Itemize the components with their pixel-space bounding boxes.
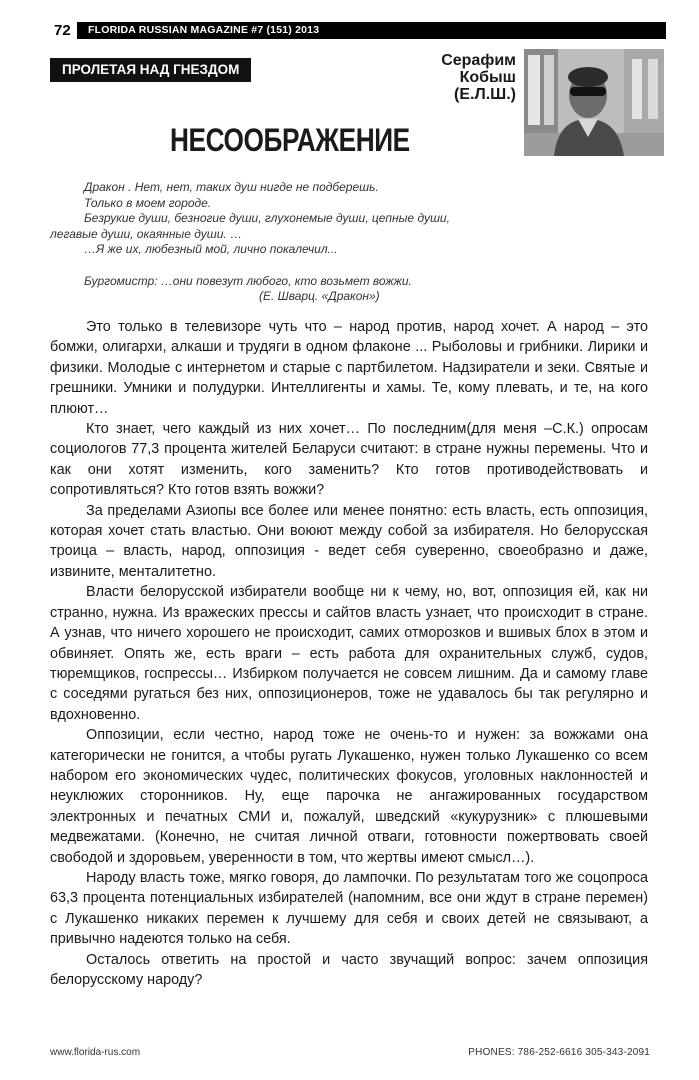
epigraph [50, 180, 650, 305]
epigraph-line: легавые души, окаянные души. … [50, 226, 243, 241]
author-photo-image [524, 49, 664, 156]
article-body [50, 317, 648, 990]
article-paragraph: Народу власть тоже, мягко говоря, до лампочки. По результатам того же соцопроса 63,3 процента потенциальных избирателей (напомним, все они ждут в стране перемен) с Лукашенко никаких перемен к лучшему для себя и своих детей не связывают, а привычно надеются только на себя. [50, 869, 648, 948]
article-paragraph: За пределами Азиопы все более или менее понятно: есть власть, есть оппозиция, которая хочет стать властью. Они воюют между собой за избирателя. Но белорусская троица – власть, народ, оппозиция - ведет себя суверенно, своеобразно и даже, извините, менталитетно. [50, 502, 648, 580]
author-name [416, 52, 516, 103]
author-initials: (Е.Л.Ш.) [454, 86, 516, 103]
article-paragraph: Кто знает, чего каждый из них хочет… По последним(для меня –С.К.) опросам социологов 77,3 процента жителей Беларуси считают: в стране нужны перемены. Что и как они хотят изменить, кого заменить? Кто готов противодействовать и сопротивляться? Кто готов взять вожжи? [50, 421, 648, 499]
epigraph-line: Безрукие души, безногие души, глухонемые души, цепные души, [84, 211, 450, 225]
epigraph-line: Бургомистр: …они повезут любого, кто возьмет вожжи. [84, 273, 412, 288]
epigraph-line: Дракон . Нет, нет, таких душ нигде не подберешь. [84, 180, 379, 194]
article-paragraph: Оппозиции, если честно, народ тоже не очень-то и нужен: за вожжами она категорически не гонится, а чтобы ругать Лукашенко, нужен только Лукашенко со всем набором его экономических чудес, политических фокусов, уголовных наклонностей и неуклюжих сторонников. Ну, еще парочка не ангажированных государством электронных и печатных СМИ и, пожалуй, шведский «кукурузник» с плюшевыми медвежатами. (Конечно, не считая личной отваги, готовности пожертвовать своей свободой и здоровьем, уверенности в том, что жертвы имеют смысл…). [50, 727, 648, 866]
article-paragraph: Осталось ответить на простой и часто звучащий вопрос: зачем оппозиция белорусскому народу? [50, 951, 648, 988]
website-link[interactable]: www.florida-rus.com [50, 1047, 141, 1058]
section-label: ПРОЛЕТАЯ НАД ГНЕЗДОМ [50, 58, 251, 82]
article-paragraph: Власти белорусской избиратели вообще ни к чему, но, вот, оппозиция ей, как ни странно, нужна. Из вражеских прессы и сайтов власть узнает, что происходит в стране. А узнав, что ничего хорошего не происходит, самих отморозков и вшивых блох в этом и обвиняет. Опять же, есть враги – есть работа для охранительных служб, судов, тюремщиков, госпрессы… Избирком получается не совсем лишним. Да и самому главе с соседями ругаться без них, оппозиционеров, тоже не удавалось бы так регулярно и вдохновенно. [50, 584, 648, 723]
article-title: НЕСООБРАЖЕНИЕ [170, 122, 410, 158]
contact-phones: PHONES: 786-252-6616 305-343-2091 [468, 1047, 650, 1058]
epigraph-line: …Я же их, любезный мой, лично покалечил... [84, 242, 338, 256]
page-number: 72 [50, 22, 77, 39]
epigraph-line: Только в моем городе. [84, 195, 212, 210]
magazine-title: FLORIDA RUSSIAN MAGAZINE #7 (151) 2013 [88, 24, 320, 36]
author-last-name: Кобыш [459, 69, 516, 86]
author-photo [524, 49, 664, 156]
epigraph-attribution: (Е. Шварц. «Дракон») [259, 289, 380, 303]
magazine-header-bar [50, 22, 666, 39]
author-first-name: Серафим [441, 52, 516, 69]
article-paragraph: Это только в телевизоре чуть что – народ против, народ хочет. А народ – это бомжи, олигархи, алкаши и трудяги в одном флаконе ... Рыболовы и грибники. Лирики и физики. Молодые с интернетом и старые с партбилетом. Надзиратели и зеки. Святые и грешники. Умники и полудурки. Интеллигенты и хамы. Те, кому плевать, и те, на кого плюют… [50, 319, 648, 417]
